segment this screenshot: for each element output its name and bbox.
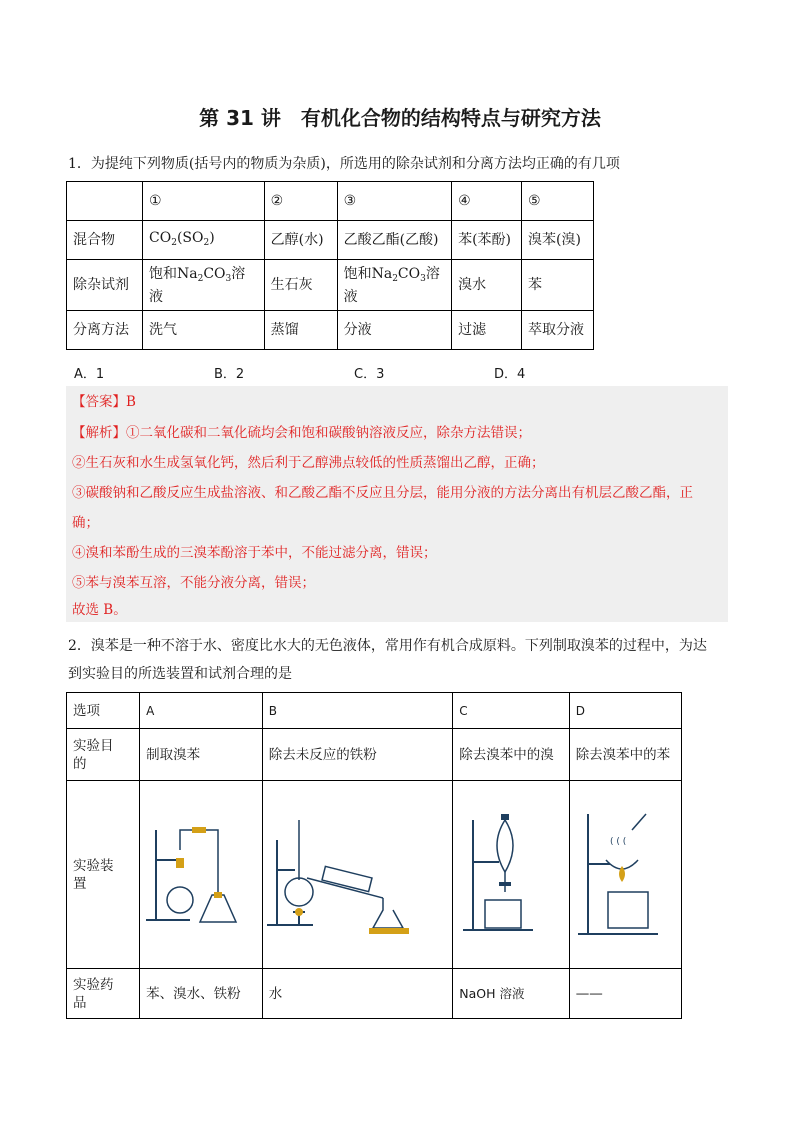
condenser-setup-icon [263,800,435,950]
column-c: C [453,693,569,729]
column-a: A [140,693,263,729]
table-header: ③ [337,182,452,221]
table-cell: 苯 [522,260,594,311]
row-label: 实验药 品 [67,969,140,1019]
row-label: 除杂试剂 [67,260,143,311]
option-c[interactable]: C．3 [354,367,385,382]
table-cell: 洗气 [143,311,265,350]
table-cell: 萃取分液 [522,311,594,350]
row-label: 选项 [67,693,140,729]
table-cell: 饱和$Na_2CO_3$溶 液 [143,260,265,311]
table-cell: 溴苯(溴) [522,221,594,260]
row-label: 实验目 的 [67,729,140,781]
table-cell: 除去溴苯中的溴 [453,729,569,781]
apparatus-d [569,781,681,969]
option-b[interactable]: B．2 [214,367,245,382]
analysis-line: ②生石灰和水生成氢氧化钙，然后利于乙醇沸点较低的性质蒸馏出乙醇，正确； [72,455,545,471]
answer-line: 【答案】B [72,394,136,410]
formula-co2-so2: $CO_2(SO_2)$ [143,221,265,260]
table-cell [67,182,143,221]
table-cell: 苯(苯酚) [452,221,522,260]
q2-table [66,692,682,1019]
analysis-line: ③碳酸钠和乙酸反应生成盐溶液、和乙酸乙酯不反应且分层，能用分液的方法分离出有机层乙酸乙酯，正 [72,485,693,501]
row-label: 混合物 [67,221,143,260]
q1-table [66,181,594,350]
apparatus-b [262,781,453,969]
distillation-setup-icon [140,800,246,950]
table-cell: 溴水 [452,260,522,311]
analysis-line: 故选 B。 [72,602,127,618]
question-2-stem-line2: 到实验目的所选装置和试剂合理的是 [68,666,292,682]
analysis-line: 【解析】①二氧化碳和二氧化硫均会和饱和碳酸钠溶液反应，除杂方法错误； [72,425,531,441]
table-cell: 苯、溴水、铁粉 [140,969,263,1019]
table-cell: 生石灰 [264,260,337,311]
svg-text:( ( (: ( ( ( [609,836,626,847]
question-1-stem: 1．为提纯下列物质(括号内的物质为杂质)，所选用的除杂试剂和分离方法均正确的有几项 [68,156,620,172]
table-cell: 蒸馏 [264,311,337,350]
evaporation-setup-icon [570,800,666,950]
table-cell: 分液 [337,311,452,350]
table-cell: 饱和$Na_2CO_3$溶 液 [337,260,452,311]
table-cell: 乙酸乙酯(乙酸) [337,221,452,260]
table-header: ① [143,182,265,221]
apparatus-a [140,781,263,969]
page-title: 第 31 讲 有机化合物的结构特点与研究方法 [199,106,601,130]
analysis-line: ⑤苯与溴苯互溶，不能分液分离，错误； [72,575,315,591]
table-cell: 制取溴苯 [140,729,263,781]
row-label: 实验装 置 [67,781,140,969]
table-cell: 水 [262,969,453,1019]
table-cell: 除去溴苯中的苯 [569,729,681,781]
column-b: B [262,693,453,729]
option-d[interactable]: D．4 [494,367,526,382]
table-header: ⑤ [522,182,594,221]
option-a[interactable]: A．1 [74,367,105,382]
table-cell: 过滤 [452,311,522,350]
row-label: 分离方法 [67,311,143,350]
question-2-stem-line1: 2．溴苯是一种不溶于水、密度比水大的无色液体，常用作有机合成原料。下列制取溴苯的过程中，为达 [68,638,707,654]
analysis-line: ④溴和苯酚生成的三溴苯酚溶于苯中，不能过滤分离，错误； [72,545,437,561]
table-header: ② [264,182,337,221]
apparatus-c [453,781,569,969]
table-cell: —— [569,969,681,1019]
table-cell: NaOH 溶液 [453,969,569,1019]
table-header: ④ [452,182,522,221]
table-cell: 乙醇(水) [264,221,337,260]
separatory-funnel-icon [453,800,553,950]
column-d: D [569,693,681,729]
analysis-line: 确； [72,515,99,531]
table-cell: 除去未反应的铁粉 [262,729,453,781]
